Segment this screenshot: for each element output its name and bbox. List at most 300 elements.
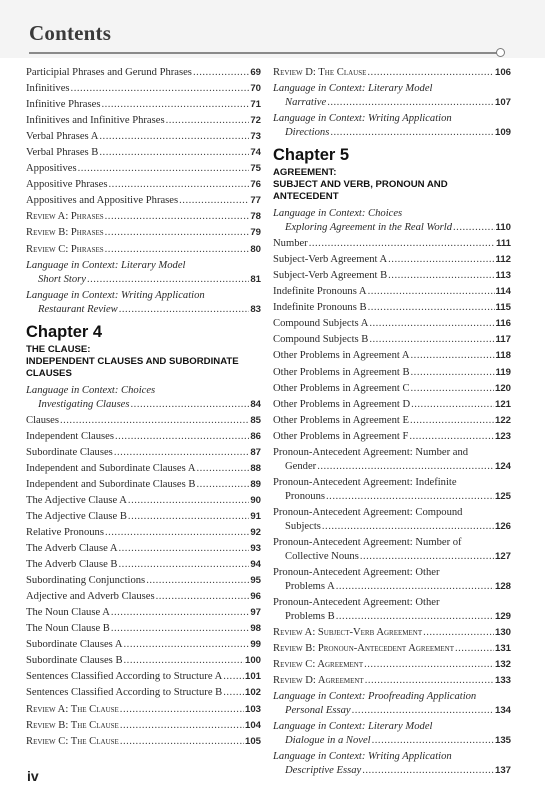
toc-entry-continuation: [273, 221, 511, 235]
toc-entry[interactable]: [273, 349, 511, 363]
toc-entry-continuation: [273, 580, 511, 594]
dot-leader: [109, 178, 250, 192]
dot-leader: [411, 382, 494, 396]
dot-leader: [99, 146, 249, 160]
toc-page-number: 73: [250, 131, 261, 143]
toc-entry[interactable]: [273, 66, 511, 80]
toc-entry-title: Other Problems in Agreement D: [273, 398, 411, 410]
toc-entry[interactable]: [26, 194, 261, 208]
dot-leader: [196, 478, 249, 492]
dot-leader: [128, 494, 249, 508]
toc-entry[interactable]: [26, 414, 261, 428]
toc-entry-title: Verbal Phrases B: [26, 147, 99, 159]
toc-right-column: [273, 66, 511, 780]
toc-page-number: 96: [250, 591, 261, 603]
dot-leader: [111, 606, 249, 620]
toc-entry-title: Other Problems in Agreement F: [273, 430, 409, 442]
toc-entry-title: Appositive Phrases: [26, 179, 108, 191]
toc-entry-title: Appositives and Appositive Phrases: [26, 195, 179, 207]
toc-entry[interactable]: [26, 210, 261, 224]
toc-page-number: 98: [250, 623, 261, 635]
toc-entry-continuation: [273, 126, 511, 140]
toc-entry-title: Subject-Verb Agreement A: [273, 254, 388, 266]
toc-entry-continuation: [273, 490, 511, 504]
toc-entry-title-cont: Collective Nouns: [285, 550, 359, 562]
toc-entry[interactable]: [26, 526, 261, 540]
dot-leader: [146, 574, 249, 588]
dot-leader: [410, 414, 494, 428]
toc-entry-continuation: [273, 520, 511, 534]
toc-entry[interactable]: [26, 226, 261, 240]
toc-page-number: 76: [250, 179, 261, 191]
toc-page-number: 85: [250, 414, 261, 426]
toc-entry[interactable]: [26, 114, 261, 128]
dot-leader: [131, 398, 250, 412]
toc-entry-title: The Noun Clause A: [26, 607, 110, 619]
toc-entry-title-cont: Exploring Agreement in the Real World: [285, 222, 453, 234]
toc-entry-title: Infinitive Phrases: [26, 99, 101, 111]
toc-entry-title: Subject-Verb Agreement B: [273, 270, 388, 282]
toc-entry[interactable]: [26, 686, 261, 700]
dot-leader: [352, 704, 494, 718]
toc-entry-title: Review A: The Clause: [26, 703, 119, 715]
dot-leader: [388, 269, 494, 283]
toc-entry-title: Sentences Classified According to Structure B: [26, 687, 223, 699]
dot-leader: [105, 526, 249, 540]
chapter-heading: Chapter 4: [26, 322, 103, 341]
toc-entry[interactable]: [26, 82, 261, 96]
toc-entry-continuation: [273, 764, 511, 778]
toc-entry[interactable]: [273, 382, 511, 396]
dot-leader: [78, 162, 250, 176]
toc-entry[interactable]: [273, 253, 511, 267]
toc-entry[interactable]: [26, 430, 261, 444]
toc-entry[interactable]: [273, 237, 511, 251]
chapter-heading: Chapter 5: [273, 146, 350, 165]
toc-entry-title: Infinitives and Infinitive Phrases: [26, 115, 165, 127]
dot-leader: [105, 226, 250, 240]
toc-entry[interactable]: [26, 638, 261, 652]
toc-entry[interactable]: [273, 674, 511, 688]
toc-entry-title: Review B: The Clause: [26, 719, 119, 731]
toc-entry-continuation: [273, 96, 511, 110]
dot-leader: [99, 130, 249, 144]
dot-leader: [330, 126, 494, 140]
toc-page-number: 89: [250, 478, 261, 490]
dot-leader: [336, 610, 494, 624]
toc-entry[interactable]: [26, 606, 261, 620]
toc-entry-title: Clauses: [26, 414, 59, 426]
dot-leader: [388, 253, 494, 267]
toc-entry[interactable]: [26, 558, 261, 572]
dot-leader: [360, 550, 494, 564]
toc-page-number: 92: [250, 526, 261, 538]
toc-list: [273, 66, 511, 140]
toc-entry[interactable]: [273, 658, 511, 672]
toc-page-number: 120: [494, 382, 511, 394]
toc-entry[interactable]: [273, 301, 511, 315]
toc-entry-title: Compound Subjects A: [273, 318, 369, 330]
toc-entry-title-cont: Gender: [285, 460, 317, 472]
toc-entry-title: Pronoun-Antecedent Agreement: Other: [273, 566, 440, 578]
dot-leader: [326, 490, 494, 504]
dot-leader: [336, 580, 494, 594]
toc-entry[interactable]: [26, 259, 261, 287]
toc-entry[interactable]: [273, 536, 511, 564]
dot-leader: [119, 558, 250, 572]
toc-entry[interactable]: [273, 269, 511, 283]
toc-entry-title: Review D: Agreement: [273, 675, 364, 687]
toc-entry-title: Adjective and Adverb Clauses: [26, 591, 155, 603]
toc-page-number: 77: [250, 195, 261, 207]
toc-entry[interactable]: [273, 446, 511, 474]
dot-leader: [369, 333, 494, 347]
toc-entry[interactable]: [26, 462, 261, 476]
toc-entry[interactable]: [26, 590, 261, 604]
dot-leader: [322, 520, 494, 534]
toc-page-number: 118: [495, 350, 511, 362]
dot-leader: [223, 686, 244, 700]
toc-page-number: 132: [494, 659, 511, 671]
chapter-subtitle-line: INDEPENDENT CLAUSES AND SUBORDINATE CLAUSES: [26, 355, 239, 379]
toc-entry[interactable]: [26, 670, 261, 684]
toc-entry[interactable]: [26, 98, 261, 112]
dot-leader: [368, 301, 495, 315]
toc-entry[interactable]: [273, 566, 511, 594]
toc-entry[interactable]: [26, 719, 261, 733]
toc-page-number: 109: [494, 127, 511, 139]
toc-entry[interactable]: [26, 735, 261, 749]
dot-leader: [120, 735, 244, 749]
toc-entry-title: The Adverb Clause A: [26, 543, 118, 555]
toc-entry-title: Compound Subjects B: [273, 334, 369, 346]
toc-page-number: 74: [250, 147, 261, 159]
dot-leader: [369, 317, 494, 331]
toc-entry-continuation: [273, 460, 511, 474]
toc-entry-title-cont: Pronouns: [285, 490, 326, 502]
toc-entry-continuation: [273, 550, 511, 564]
toc-entry-title: Review B: Pronoun-Antecedent Agreement: [273, 643, 454, 655]
toc-page-number: 70: [250, 83, 261, 95]
toc-entry[interactable]: [26, 66, 261, 80]
toc-page-number: 80: [250, 243, 261, 255]
toc-page-number: 87: [250, 446, 261, 458]
toc-page-number: 104: [244, 719, 261, 731]
toc-entry-title: Pronoun-Antecedent Agreement: Other: [273, 596, 440, 608]
toc-entry-title: Other Problems in Agreement A: [273, 350, 410, 362]
toc-entry[interactable]: [273, 596, 511, 624]
toc-page-number: 116: [495, 318, 511, 330]
toc-entry[interactable]: [26, 654, 261, 668]
toc-entry[interactable]: [273, 626, 511, 640]
chapter-subtitle-line: SUBJECT AND VERB, PRONOUN AND ANTECEDENT: [273, 179, 448, 203]
dot-leader: [362, 764, 494, 778]
toc-entry-title: Subordinating Conjunctions: [26, 575, 146, 587]
toc-page-number: 125: [494, 490, 511, 502]
page-title: Contents: [29, 21, 112, 45]
toc-list: [26, 66, 261, 317]
dot-leader: [372, 734, 494, 748]
toc-list: [273, 207, 511, 778]
toc-page-number: 94: [250, 559, 261, 571]
toc-entry[interactable]: [273, 750, 511, 778]
toc-entry-title: Other Problems in Agreement B: [273, 366, 410, 378]
toc-entry-continuation: [273, 734, 511, 748]
toc-page-number: 72: [250, 115, 261, 127]
toc-entry-title: Pronoun-Antecedent Agreement: Number of: [273, 536, 462, 548]
toc-entry[interactable]: [26, 130, 261, 144]
dot-leader: [317, 460, 494, 474]
toc-entry-title-cont: Investigating Clauses: [38, 398, 130, 410]
toc-entry[interactable]: [273, 414, 511, 428]
toc-entry[interactable]: [273, 112, 511, 140]
toc-entry-title: Indefinite Pronouns B: [273, 302, 367, 314]
toc-page-number: 124: [494, 460, 511, 472]
toc-page-number: 106: [494, 67, 511, 78]
toc-left-column: [26, 66, 261, 751]
toc-page-number: 121: [494, 398, 511, 410]
toc-page-number: 81: [250, 273, 261, 285]
dot-leader: [179, 194, 249, 208]
toc-entry-title: Language in Context: Literary Model: [26, 259, 186, 271]
toc-entry[interactable]: [26, 178, 261, 192]
dot-leader: [105, 210, 250, 224]
toc-page-number: 69: [250, 67, 261, 78]
toc-page-number: 126: [494, 520, 511, 532]
toc-page-number: 111: [496, 238, 511, 250]
chapter-subtitle-line: AGREEMENT:: [273, 167, 337, 179]
toc-entry-title-cont: Subjects: [285, 520, 321, 532]
dot-leader: [365, 674, 494, 688]
toc-page-number: 102: [244, 687, 261, 699]
dot-leader: [119, 542, 250, 556]
toc-entry[interactable]: [273, 333, 511, 347]
dot-leader: [409, 430, 494, 444]
toc-page-number: 113: [495, 270, 511, 282]
toc-page-number: 134: [494, 705, 511, 717]
dot-leader: [120, 719, 244, 733]
toc-entry-title-cont: Narrative: [285, 97, 327, 109]
toc-page-number: 84: [250, 398, 261, 410]
chapter-subtitle: [273, 167, 511, 203]
toc-entry[interactable]: [273, 317, 511, 331]
toc-entry[interactable]: [273, 82, 511, 110]
toc-page-number: 127: [494, 550, 511, 562]
toc-entry[interactable]: [26, 243, 261, 257]
toc-entry-title: Subordinate Clauses: [26, 446, 113, 458]
dot-leader: [114, 446, 250, 460]
dot-leader: [60, 414, 249, 428]
toc-entry-title: The Adverb Clause B: [26, 559, 118, 571]
toc-page-number: 99: [250, 639, 261, 651]
dot-leader: [309, 237, 495, 251]
dot-leader: [124, 654, 244, 668]
dot-leader: [105, 243, 250, 257]
dot-leader: [120, 703, 244, 717]
toc-entry[interactable]: [26, 510, 261, 524]
toc-entry[interactable]: [26, 289, 261, 317]
toc-entry-title: Language in Context: Choices: [273, 208, 403, 220]
toc-entry-title: Appositives: [26, 163, 77, 175]
dot-leader: [124, 638, 250, 652]
dot-leader: [411, 349, 495, 363]
toc-entry-title: Indefinite Pronouns A: [273, 286, 367, 298]
toc-entry[interactable]: [26, 542, 261, 556]
dot-leader: [411, 366, 495, 380]
dot-leader: [453, 221, 494, 235]
toc-entry[interactable]: [273, 207, 511, 235]
toc-entry-continuation: [26, 398, 261, 412]
toc-page-number: 95: [250, 575, 261, 587]
toc-entry-title: Other Problems in Agreement E: [273, 414, 409, 426]
toc-entry-title-cont: Dialogue in a Novel: [285, 735, 371, 747]
toc-entry-title: Independent and Subordinate Clauses B: [26, 478, 196, 490]
toc-entry[interactable]: [273, 506, 511, 534]
toc-entry-title: The Noun Clause B: [26, 623, 110, 635]
toc-entry-title: Number: [273, 238, 308, 250]
toc-entry-title: Review C: Agreement: [273, 659, 364, 671]
toc-entry-title: Language in Context: Literary Model: [273, 83, 433, 95]
toc-page-number: 97: [250, 607, 261, 619]
toc-page-number: 110: [495, 222, 511, 234]
toc-entry[interactable]: [273, 642, 511, 656]
toc-list: [26, 384, 261, 749]
toc-page-number: 114: [495, 286, 511, 298]
toc-entry[interactable]: [273, 476, 511, 504]
toc-page-number: 75: [250, 163, 261, 175]
toc-entry[interactable]: [273, 720, 511, 748]
toc-entry-title: Review A: Phrases: [26, 211, 104, 223]
toc-entry-title: Language in Context: Literary Model: [273, 721, 433, 733]
toc-entry-title: Pronoun-Antecedent Agreement: Compound: [273, 506, 463, 518]
toc-page-number: 91: [250, 510, 261, 522]
toc-page-number: 101: [244, 671, 261, 683]
toc-entry-title: Other Problems in Agreement C: [273, 382, 410, 394]
toc-page-number: 123: [494, 430, 511, 442]
toc-entry[interactable]: [273, 398, 511, 412]
toc-page-number: 117: [495, 334, 511, 346]
toc-entry-title: Review C: The Clause: [26, 735, 119, 747]
toc-page-number: 103: [244, 703, 261, 715]
dot-leader: [455, 642, 494, 656]
toc-entry-title: Independent Clauses: [26, 430, 114, 442]
toc-entry[interactable]: [26, 703, 261, 717]
dot-leader: [128, 510, 249, 524]
toc-entry-title: Review D: The Clause: [273, 67, 367, 78]
dot-leader: [364, 658, 494, 672]
header-rule: [29, 52, 497, 54]
toc-entry-title-cont: Directions: [285, 127, 330, 139]
toc-entry-title: Participial Phrases and Gerund Phrases: [26, 67, 192, 78]
toc-entry-title-cont: Problems A: [285, 580, 335, 592]
toc-entry[interactable]: [26, 162, 261, 176]
dot-leader: [196, 462, 249, 476]
toc-entry[interactable]: [273, 285, 511, 299]
toc-entry-title: Sentences Classified According to Structure A: [26, 671, 223, 683]
toc-entry-continuation: [273, 610, 511, 624]
toc-entry-title: Language in Context: Writing Application: [273, 751, 452, 763]
toc-entry[interactable]: [273, 690, 511, 718]
dot-leader: [411, 398, 494, 412]
dot-leader: [223, 670, 244, 684]
toc-page-number: 71: [250, 99, 261, 111]
toc-entry-title: The Adjective Clause A: [26, 494, 127, 506]
toc-entry-title-cont: Problems B: [285, 610, 335, 622]
toc-page-number: 86: [250, 430, 261, 442]
toc-entry-title: Infinitives: [26, 83, 70, 95]
toc-page-number: 131: [494, 643, 511, 655]
toc-entry[interactable]: [26, 622, 261, 636]
toc-page-number: 107: [494, 97, 511, 109]
toc-entry-title: Independent and Subordinate Clauses A: [26, 462, 196, 474]
dot-leader: [71, 82, 250, 96]
toc-page-number: 88: [250, 462, 261, 474]
dot-leader: [156, 590, 250, 604]
dot-leader: [193, 66, 249, 80]
chapter-subtitle-line: THE CLAUSE:: [26, 343, 91, 355]
toc-entry[interactable]: [273, 430, 511, 444]
toc-entry-title: Subordinate Clauses A: [26, 639, 123, 651]
dot-leader: [368, 285, 495, 299]
toc-page-number: 93: [250, 543, 261, 555]
toc-page-number: 135: [494, 735, 511, 747]
toc-page-number: 90: [250, 494, 261, 506]
toc-entry[interactable]: [26, 446, 261, 460]
dot-leader: [115, 430, 249, 444]
dot-leader: [423, 626, 494, 640]
toc-page-number: 130: [494, 627, 511, 639]
toc-entry-continuation: [273, 704, 511, 718]
toc-entry-title-cont: Short Story: [38, 273, 86, 285]
toc-page-number: 112: [495, 254, 511, 266]
toc-entry[interactable]: [26, 384, 261, 412]
toc-page-number: 128: [494, 580, 511, 592]
toc-page-number: 105: [244, 735, 261, 747]
toc-entry[interactable]: [26, 478, 261, 492]
toc-entry-title: The Adjective Clause B: [26, 510, 127, 522]
toc-page-number: 83: [250, 303, 261, 315]
toc-entry-continuation: [26, 273, 261, 287]
toc-entry-title: Language in Context: Writing Application: [26, 289, 205, 301]
toc-entry-title-cont: Descriptive Essay: [285, 765, 362, 777]
toc-entry[interactable]: [26, 574, 261, 588]
toc-entry-title: Language in Context: Choices: [26, 384, 156, 396]
toc-entry-title: Language in Context: Writing Application: [273, 113, 452, 125]
dot-leader: [111, 622, 249, 636]
toc-page-number: 119: [495, 366, 511, 378]
dot-leader: [101, 98, 249, 112]
toc-entry-title: Pronoun-Antecedent Agreement: Indefinite: [273, 476, 457, 488]
toc-page-number: 79: [250, 227, 261, 239]
toc-entry[interactable]: [273, 366, 511, 380]
toc-page-number: 129: [494, 610, 511, 622]
toc-entry-title: Language in Context: Proofreading Application: [273, 691, 477, 703]
toc-page-number: 137: [494, 765, 511, 777]
toc-entry-title: Review C: Phrases: [26, 243, 104, 255]
dot-leader: [327, 96, 494, 110]
toc-entry-title: Pronoun-Antecedent Agreement: Number and: [273, 446, 469, 458]
chapter-subtitle: [26, 344, 261, 380]
toc-entry-title-cont: Restaurant Review: [38, 303, 118, 315]
toc-entry-title-cont: Personal Essay: [285, 705, 351, 717]
toc-entry[interactable]: [26, 494, 261, 508]
toc-page-number: 115: [495, 302, 511, 314]
toc-entry[interactable]: [26, 146, 261, 160]
toc-entry-title: Verbal Phrases A: [26, 131, 99, 143]
toc-entry-title: Review A: Subject-Verb Agreement: [273, 627, 423, 639]
dot-leader: [87, 273, 249, 287]
toc-page-number: 122: [494, 414, 511, 426]
